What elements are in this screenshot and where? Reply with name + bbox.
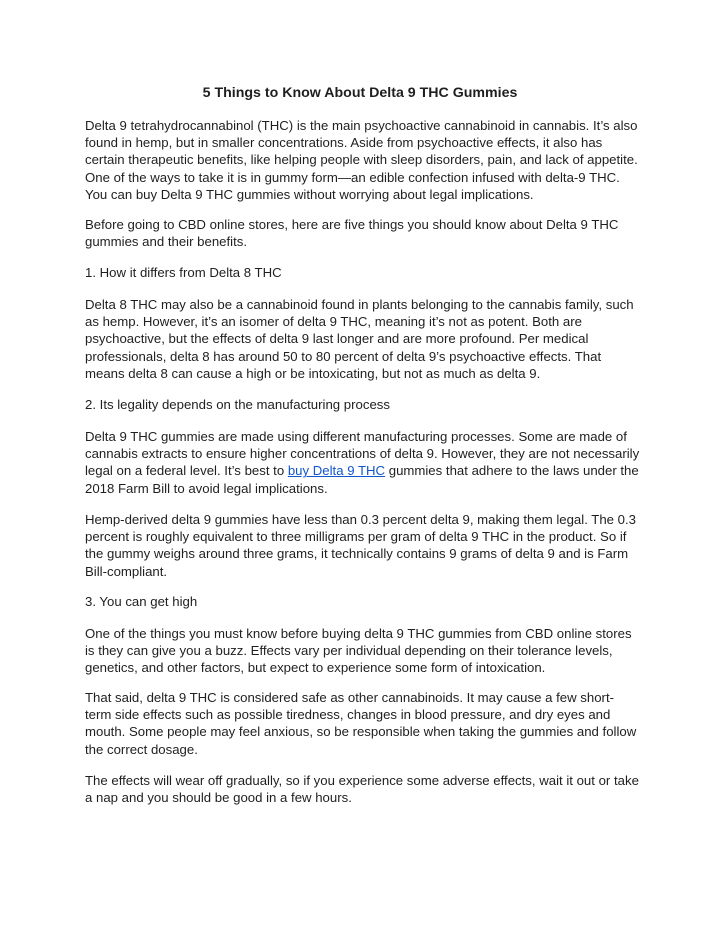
paragraph-legality [85,428,640,497]
section-heading-2: 2. Its legality depends on the manufacturing process [85,397,390,412]
paragraph-hemp-derived: Hemp-derived delta 9 gummies have less than 0.3 percent delta 9, making them legal. The 0.3 percent is roughly equivalent to three milligrams per gram of delta 9 THC in the product. So if the gummy weighs around three grams, it technically contains 9 grams of delta 9 and is Farm Bill-compliant. [85,512,637,579]
paragraph-intro: Delta 9 tetrahydrocannabinol (THC) is the main psychoactive cannabinoid in cannabis. It’s also found in hemp, but in smaller concentrations. Aside from psychoactive effects, it also has certain therapeutic benefits, like helping people with sleep disorders, pain, and lack of appetite. One of the ways to take it is in gummy form—an edible confection infused with delta-9 THC. You can buy Delta 9 THC gummies without worrying about legal implications. [85,118,638,202]
paragraph-effects-wear-off: The effects will wear off gradually, so if you experience some adverse effects, wait it out or take a nap and you should be good in a few hours. [85,773,639,806]
paragraph-before-stores: Before going to CBD online stores, here are five things you should know about Delta 9 THC gummies and their benefits. [85,217,619,250]
paragraph-legality-text-end: gummies that adhere to the laws under the 2018 Farm Bill to avoid legal implications. [85,463,639,496]
section-heading-3: 3. You can get high [85,594,198,609]
paragraph-buzz: One of the things you must know before buying delta 9 THC gummies from CBD online stores is they can give you a buzz. Effects vary per individual depending on their tolerance levels, genetics, and other factors, but expect to experience some form of intoxication. [85,626,632,676]
paragraph-safety: That said, delta 9 THC is considered safe as other cannabinoids. It may cause a few short-term side effects such as possible tiredness, changes in blood pressure, and dry eyes and mouth. Some people may feel anxious, so be responsible when taking the gummies and follow the correct dosage. [85,690,637,757]
paragraph-legality-text-start: Delta 9 THC gummies are made using different manufacturing processes. Some are made of cannabis extracts to ensure higher concentrations of delta 9. However, they are not necessarily legal on a federal level. It’s best to [85,429,640,479]
paragraph-delta8: Delta 8 THC may also be a cannabinoid found in plants belonging to the cannabis family, such as hemp. However, it’s an isomer of delta 9 THC, meaning it’s not as potent. Both are psychoactive, but the effects of delta 9 last longer and are more profound. Per medical professionals, delta 8 has around 50 to 80 percent of delta 9’s psychoactive effects. That means delta 8 can cause a high or be intoxicating, but not as much as delta 9. [85,297,634,381]
document-title: 5 Things to Know About Delta 9 THC Gummies [202,85,518,101]
buy-delta-9-thc-link[interactable]: buy Delta 9 THC [287,463,386,479]
section-heading-1: 1. How it differs from Delta 8 THC [85,265,282,280]
